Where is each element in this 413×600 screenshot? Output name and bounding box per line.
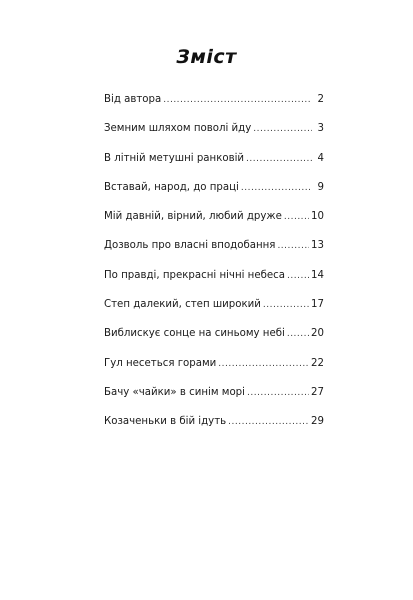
toc-leader-dots <box>228 417 309 427</box>
toc-entry-title: Вставай, народ, до праці <box>104 181 239 193</box>
toc-entry-title: Бачу «чайки» в синім морі <box>104 386 245 398</box>
toc-entry-title: Козаченьки в бій ідуть <box>104 416 227 428</box>
toc-entry-page: 22 <box>311 357 324 369</box>
toc-leader-dots <box>277 241 309 251</box>
toc-entry <box>104 240 324 269</box>
toc-leader-dots <box>241 183 312 193</box>
toc-leader-dots <box>253 124 312 134</box>
toc-leader-dots <box>163 95 312 105</box>
toc-entry <box>104 182 324 211</box>
toc-entry-page: 27 <box>311 386 324 398</box>
toc-entry <box>104 416 324 445</box>
toc-entry-title: Дозволь про власні вподобання <box>104 240 276 252</box>
toc-entry-page: 3 <box>317 123 324 135</box>
toc-entry <box>104 299 324 328</box>
toc-leader-dots <box>287 329 309 339</box>
toc-entry <box>104 211 324 240</box>
toc-leader-dots <box>218 359 309 369</box>
toc-entry-page: 17 <box>311 299 324 311</box>
toc-entry-title: Від автора <box>104 94 162 105</box>
toc-leader-dots <box>284 212 309 222</box>
toc-entry <box>104 387 324 416</box>
toc-entry <box>104 328 324 357</box>
toc-leader-dots <box>246 154 312 164</box>
toc-entry-page: 13 <box>311 240 324 252</box>
toc-entry-title: По правді, прекрасні нічні небеса <box>104 269 286 281</box>
toc-entry <box>104 270 324 299</box>
toc-entry-title: Мій давній, вірний, любий друже <box>104 211 282 223</box>
toc-entry-page: 10 <box>311 211 324 223</box>
toc-leader-dots <box>247 388 309 398</box>
toc-entry-page: 9 <box>317 181 324 193</box>
toc-entry <box>104 94 324 123</box>
toc-entry <box>104 153 324 182</box>
toc-heading: Зміст <box>176 46 237 68</box>
toc-leader-dots <box>263 300 309 310</box>
toc-entry <box>104 123 324 152</box>
toc-entry-page: 4 <box>317 152 324 164</box>
toc-entry-title: Степ далекий, степ широкий <box>104 299 261 311</box>
toc-entry-page: 20 <box>311 328 324 340</box>
toc-entry-title: Гул несеться горами <box>104 357 217 369</box>
toc-entry-title: В літній метушні ранковій <box>104 152 245 164</box>
toc-entry-title: Земним шляхом поволі йду <box>104 123 252 135</box>
toc-entry <box>104 358 324 387</box>
table-of-contents <box>104 94 324 446</box>
toc-leader-dots <box>287 271 309 281</box>
toc-entry-page: 29 <box>311 416 324 428</box>
toc-entry-page: 14 <box>311 269 324 281</box>
toc-entry-page: 2 <box>317 94 324 105</box>
toc-entry-title: Виблискує сонце на синьому небі <box>104 328 285 340</box>
